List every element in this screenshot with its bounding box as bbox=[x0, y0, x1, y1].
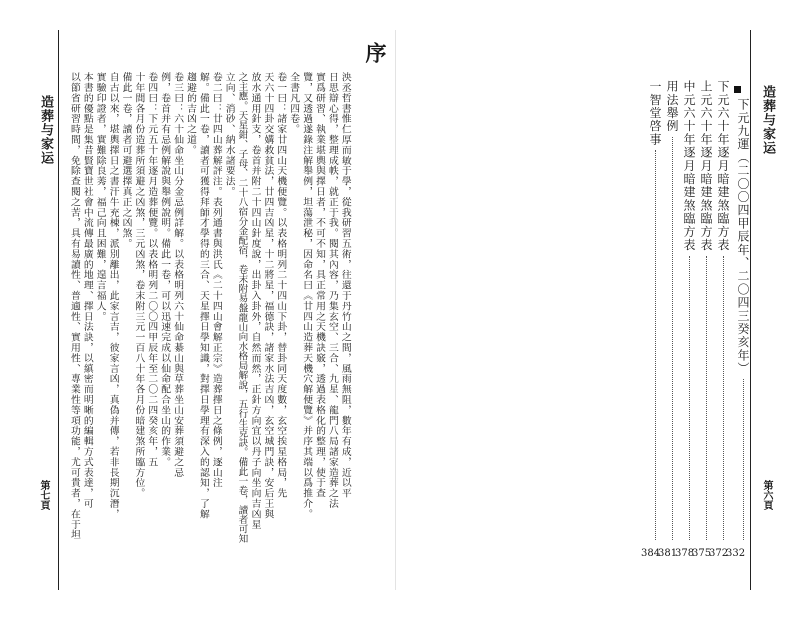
preface-column: 卷四曰：下元五十年逐月造葬便覽。以表格明列二〇〇四甲辰年至二〇二四癸亥年，五 bbox=[146, 72, 158, 468]
toc-leader-dots bbox=[672, 137, 673, 540]
toc-page-number: 381 bbox=[658, 548, 678, 559]
toc-page-number: 384 bbox=[641, 548, 661, 559]
preface-column: 實爲研習、執業堪輿與擇日者，不可不知，具正常用之天機訣竅，透過表格化的整理，使于查 bbox=[313, 72, 325, 499]
preface-column: 備此一卷，讀者可避選擇真正之凶煞。 bbox=[120, 72, 132, 249]
toc-leader-dots bbox=[723, 256, 724, 540]
right-margin-rule bbox=[750, 30, 751, 590]
toc-entry-title: 用法舉例 bbox=[665, 80, 679, 133]
preface-column: 卷三曰：六十仙命坐山分金忌例詳解。以表格明列六十仙命綦山與草葬坐山安葬須避之忌 bbox=[172, 72, 184, 478]
toc-page-number: 332 bbox=[726, 548, 746, 559]
toc-page-number: 378 bbox=[675, 548, 695, 559]
preface-column: 覽，又透過遂錄注解舉例，坦蕩泄秘，因命名曰《廿四山造葬天機穴解便覽》并序其端以爲推介。 bbox=[301, 72, 313, 520]
preface-column: 卷一曰：諸家廿四山天機便覽。以表格明列二十四山下卦，替卦同天度數，玄空挨星格局，先 bbox=[275, 72, 287, 499]
toc-entry-title: 上元六十年逐月暗建煞臨方表 bbox=[699, 80, 713, 252]
page-number: 第六頁 bbox=[761, 480, 772, 510]
preface-column: 卷二曰：廿四山葬解評注。表列通書與洪氏《二十四山會解正宗》造葬擇日之條例，逐山注 bbox=[210, 72, 222, 488]
left-page-preface bbox=[0, 0, 396, 622]
preface-column: 趨避的吉凶之道。 bbox=[184, 72, 196, 156]
preface-column: 泱丞哲書惟仁厚而敏于學，從我研習五術，往還于丹竹山之間，風雨無阻，數年有成，近以平 bbox=[339, 72, 351, 499]
preface-column: 例，卷首并有忌例解說與舉例說明。備此一卷，可以迅速完成以仙命配合坐山的作業。 bbox=[159, 72, 171, 468]
preface-title: 序 bbox=[363, 42, 388, 63]
toc-entry-title: 下元九運（二〇〇四甲辰年、二〇四三癸亥年） bbox=[736, 98, 750, 376]
toc-page-number: 372 bbox=[709, 548, 729, 559]
preface-column: 之主應。天星鉗、子母、二十八宿分金配宿，卷末附易盤龍山向水格局解說，五行生克訣。備此一卷，讀者可知 bbox=[236, 72, 248, 544]
toc-page-number: 375 bbox=[692, 548, 712, 559]
toc-entry-title: 下元六十年逐月暗建煞臨方表 bbox=[716, 80, 730, 252]
page-number: 第七頁 bbox=[38, 480, 49, 510]
right-page-toc bbox=[397, 0, 793, 622]
preface-column: 十年間各月份造葬所須避之凶煞，三元凶煞，卷末附三元一百八十年各月份暗建煞所臨方位。 bbox=[133, 72, 145, 499]
preface-column: 放水通用針支，卷首并附二十四山針度說，出卦入卦外，自然而然，正針方向宜以丹子向坐向吉凶星 bbox=[249, 72, 261, 530]
preface-column: 解。備此一卷，讀者可獲得拜師才學得的三合、天星擇日學知識，對擇日學理有深入的認知，了解 bbox=[197, 72, 209, 520]
toc-entry-title: 中元六十年逐月暗建煞臨方表 bbox=[682, 80, 696, 252]
preface-column: 立向、消砂、納水諸要法。 bbox=[223, 72, 235, 197]
toc-leader-dots bbox=[689, 256, 690, 540]
left-margin-rule bbox=[58, 30, 59, 590]
preface-column: 本書的優點是集昔賢寶世社會中流傳最廣的地理、擇日法訣，以縝密而明晰的編輯方式表達，可 bbox=[81, 72, 93, 509]
toc-entry-title: 一智堂啓事 bbox=[648, 80, 662, 146]
preface-column: 實驗印證者，實難除良莠，福己向且困難，遑言福人。 bbox=[94, 72, 106, 322]
toc-leader-dots bbox=[655, 150, 656, 540]
toc-leader-dots bbox=[706, 256, 707, 540]
preface-column: 以節省研習時間，免除查閱之苦，具有易讀性、普適性、實用性、專業性等項功能，尤可貴者，在于坦 bbox=[68, 72, 80, 540]
toc-bullet-marker bbox=[734, 86, 741, 93]
preface-column: 自古以來，堪輿擇日之書汗牛充棟，派別離出，此家言吉，彼家言凶，真偽并傳，若非長期沉潛， bbox=[107, 72, 119, 520]
preface-column: 全書凡四卷。 bbox=[288, 72, 300, 135]
preface-column: 天六十四卦交媾救貧法，廿四吉凶星，十二將星，福德訣，諸家水法吉凶，玄空城門訣，安后王與 bbox=[262, 72, 274, 520]
toc-leader-dots bbox=[743, 379, 744, 540]
running-header: 造葬与家运 bbox=[760, 85, 775, 155]
running-header: 造葬与家运 bbox=[38, 95, 53, 165]
preface-column: 日思辯心得，整理成帙，就正于我。閱其內容，乃集玄空、三合、九星、龍門八局諸家造葬之法 bbox=[326, 72, 338, 509]
